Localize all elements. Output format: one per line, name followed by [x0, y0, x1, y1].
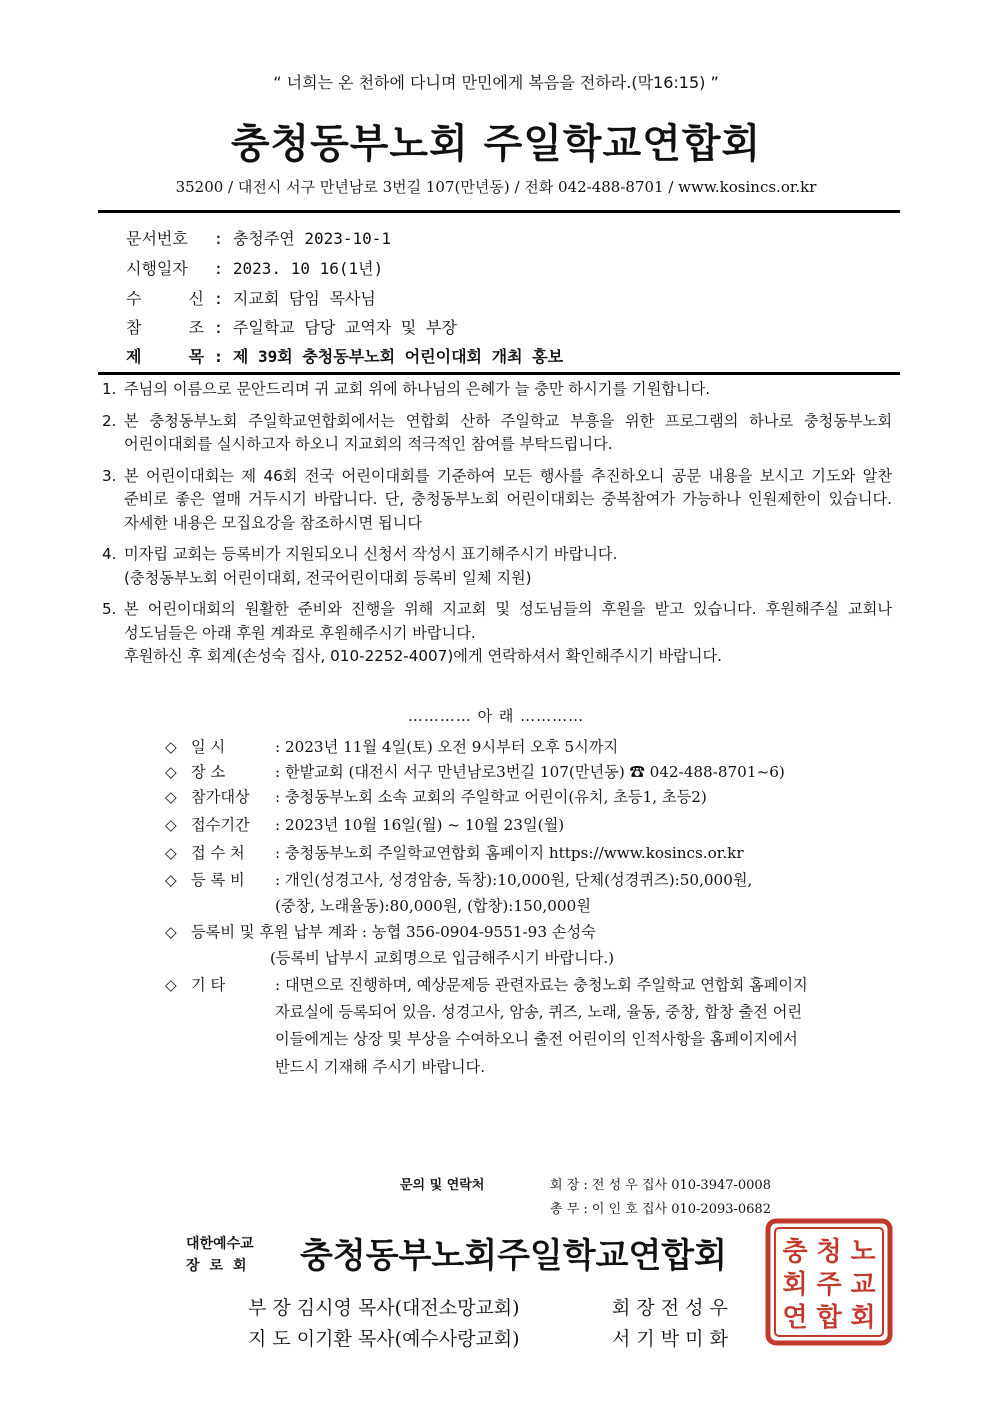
meta-value: : 충청주연 2023-10-1	[213, 229, 392, 248]
svg-text:회: 회	[782, 1270, 808, 1300]
meta-doc-number	[126, 226, 391, 249]
organization-address: 35200 / 대전시 서구 만년남로 3번길 107(만년동) / 전화 042-488-8701 / www.kosincs.or.kr	[175, 178, 817, 196]
detail-value: : 충청동부노회 소속 교회의 주일학교 어린이(유치, 초등1, 초등2)	[275, 788, 707, 806]
detail-etc-line: 반드시 기재해 주시기 바랍니다.	[275, 1058, 486, 1076]
detail-label: 접수기간	[191, 816, 250, 834]
denomination-suffix: 장로회	[186, 1258, 257, 1274]
item-number: 4.	[102, 545, 117, 563]
body-item	[102, 378, 892, 402]
detail-value: : 개인(성경고사, 성경암송, 독창):10,000원, 단체(성경퀴즈):50,000원,	[275, 871, 753, 889]
svg-text:연: 연	[782, 1303, 808, 1333]
detail-row-fee	[165, 869, 752, 890]
meta-label: 수 신	[126, 289, 204, 308]
detail-row-participants	[165, 786, 707, 807]
item-number: 1.	[102, 380, 117, 398]
item-number: 2.	[102, 411, 117, 430]
svg-text:청: 청	[816, 1237, 842, 1267]
meta-label: 참 조	[126, 318, 204, 337]
contact-line-president: 회 장 : 전 성 우 집사 010-3947-0008	[550, 1178, 771, 1193]
svg-text:합: 합	[816, 1303, 842, 1333]
organization-title: 충청동부노회 주일학교연합회	[230, 120, 762, 167]
detail-row-venue	[165, 761, 785, 782]
meta-label: 문서번호	[126, 229, 188, 248]
item-number: 5.	[102, 600, 117, 618]
meta-label: 제 목	[126, 347, 204, 366]
meta-divider	[98, 372, 900, 375]
meta-recipient	[126, 286, 376, 309]
body-item	[102, 543, 892, 590]
detail-value: : 한밭교회 (대전시 서구 만년남로3번길 107(만년동) ☎ 042-488-8701~6)	[275, 763, 785, 781]
official-seal	[765, 1218, 893, 1346]
meta-label: 시행일자	[126, 259, 188, 278]
detail-label: 등 록 비	[191, 871, 245, 889]
body-list	[102, 378, 892, 677]
meta-value: : 제 39회 충청동부노회 어린이대회 개최 홍보	[213, 347, 564, 366]
diamond-icon: ◇	[165, 871, 177, 889]
denomination-name: 대한예수교	[186, 1236, 254, 1252]
item-text: 주님의 이름으로 문안드리며 귀 교회 위에 하나님의 은혜가 늘 충만 하시기를 기원합니다.	[124, 380, 711, 398]
detail-label: 기 타	[191, 976, 226, 994]
diamond-icon: ◇	[165, 976, 177, 994]
detail-etc-line: 자료실에 등록되어 있음. 성경고사, 암송, 퀴즈, 노래, 율동, 중창, 합창 출전 어린	[275, 1003, 803, 1021]
body-item	[102, 465, 892, 536]
item-text: 미자립 교회는 등록비가 지원되오니 신청서 작성시 표기해주시기 바랍니다.	[124, 545, 618, 563]
svg-text:교: 교	[850, 1270, 876, 1300]
detail-value: : 농협 356-0904-9551-93 손성숙	[361, 923, 596, 941]
detail-label: 등록비 및 후원 납부 계좌	[191, 923, 358, 941]
diamond-icon: ◇	[165, 763, 177, 781]
signature-right-2: 서 기 박 미 화	[612, 1328, 728, 1350]
item-text-extra: 후원하신 후 회계(손성숙 집사, 010-2252-4007)에게 연락하셔서 확인해주시기 바랍니다.	[124, 647, 723, 665]
detail-account-note: (등록비 납부시 교회명으로 입금해주시기 바랍니다.)	[270, 949, 615, 967]
item-number: 3.	[102, 466, 117, 485]
signature-left-2: 지 도 이기환 목사(예수사랑교회)	[248, 1328, 520, 1350]
svg-text:충: 충	[782, 1237, 808, 1267]
diamond-icon: ◇	[165, 816, 177, 834]
meta-value: : 주일학교 담당 교역자 및 부장	[213, 318, 457, 337]
detail-row-registration-period	[165, 814, 564, 835]
detail-etc-line: 이들에게는 상장 및 부상을 수여하오니 출전 어린이의 인적사항을 홈페이지에서	[275, 1030, 798, 1048]
detail-label: 접 수 처	[191, 844, 245, 862]
header-divider	[98, 210, 900, 213]
detail-row-registration-place	[165, 842, 744, 863]
diamond-icon: ◇	[165, 788, 177, 806]
detail-label: 일 시	[191, 738, 226, 756]
meta-value: : 2023. 10 16(1년)	[213, 259, 384, 278]
detail-value: : 2023년 11월 4일(토) 오전 9시부터 오후 5시까지	[275, 738, 619, 756]
body-item	[102, 410, 892, 457]
contact-label: 문의 및 연락처	[400, 1178, 485, 1193]
contact-line-secretary: 총 무 : 이 인 호 집사 010-2093-0682	[550, 1202, 771, 1217]
detail-label: 장 소	[191, 763, 226, 781]
detail-fee-continued: (중창, 노래율동):80,000원, (합창):150,000원	[275, 897, 591, 915]
svg-text:주: 주	[816, 1270, 842, 1300]
detail-row-etc	[165, 974, 808, 995]
diamond-icon: ◇	[165, 923, 177, 941]
detail-row-account	[165, 921, 596, 942]
item-text: 본 어린이대회의 원활한 준비와 진행을 위해 지교회 및 성도님들의 후원을 받고 있습니다. 후원해주실 교회나 성도님들은 아래 후원 계좌로 후원해주시기 바랍니다.	[124, 600, 892, 642]
svg-text:노: 노	[850, 1237, 876, 1267]
meta-reference	[126, 315, 457, 338]
svg-text:회: 회	[850, 1303, 876, 1333]
meta-value: : 지교회 담임 목사님	[213, 289, 376, 308]
meta-subject	[126, 344, 563, 367]
diamond-icon: ◇	[165, 844, 177, 862]
meta-issue-date	[126, 256, 383, 279]
signature-right-1: 회 장 전 성 우	[612, 1297, 728, 1319]
details-heading: ………… 아 래 …………	[407, 707, 585, 725]
body-item	[102, 598, 892, 669]
detail-label: 참가대상	[191, 788, 250, 806]
bible-verse: “ 너희는 온 천하에 다니며 만민에게 복음을 전하라.(막16:15) ”	[273, 73, 719, 92]
item-text: 본 어린이대회는 제 46회 전국 어린이대회를 기준하여 모든 행사를 추진하오니 공문 내용을 보시고 기도와 알찬 준비로 좋은 열매 거두시기 바랍니다. 단, 충청동부노회 어린이대회는 중복참여가 가능하나 인원제한이 있습니다. 자세한 내용은 모집요강을 참조하시면 됩니다	[124, 466, 892, 532]
signature-organization: 충청동부노회주일학교연합회	[300, 1236, 727, 1276]
diamond-icon: ◇	[165, 738, 177, 756]
detail-value: : 2023년 10월 16일(월) ~ 10월 23일(월)	[275, 816, 565, 834]
item-text-extra: (충청동부노회 어린이대회, 전국어린이대회 등록비 일체 지원)	[124, 568, 532, 587]
signature-left-1: 부 장 김시영 목사(대전소망교회)	[248, 1297, 520, 1319]
detail-value: : 충청동부노회 주일학교연합회 홈페이지 https://www.kosincs.or.kr	[275, 844, 744, 862]
detail-row-datetime	[165, 736, 618, 757]
item-text: 본 충청동부노회 주일학교연합회에서는 연합회 산하 주일학교 부흥을 위한 프로그램의 하나로 충청동부노회 어린이대회를 실시하고자 하오니 지교회의 적극적인 참여를 부탁드립니다.	[124, 411, 892, 453]
detail-value: : 대면으로 진행하며, 예상문제등 관련자료는 충청노회 주일학교 연합회 홈페이지	[275, 976, 808, 994]
